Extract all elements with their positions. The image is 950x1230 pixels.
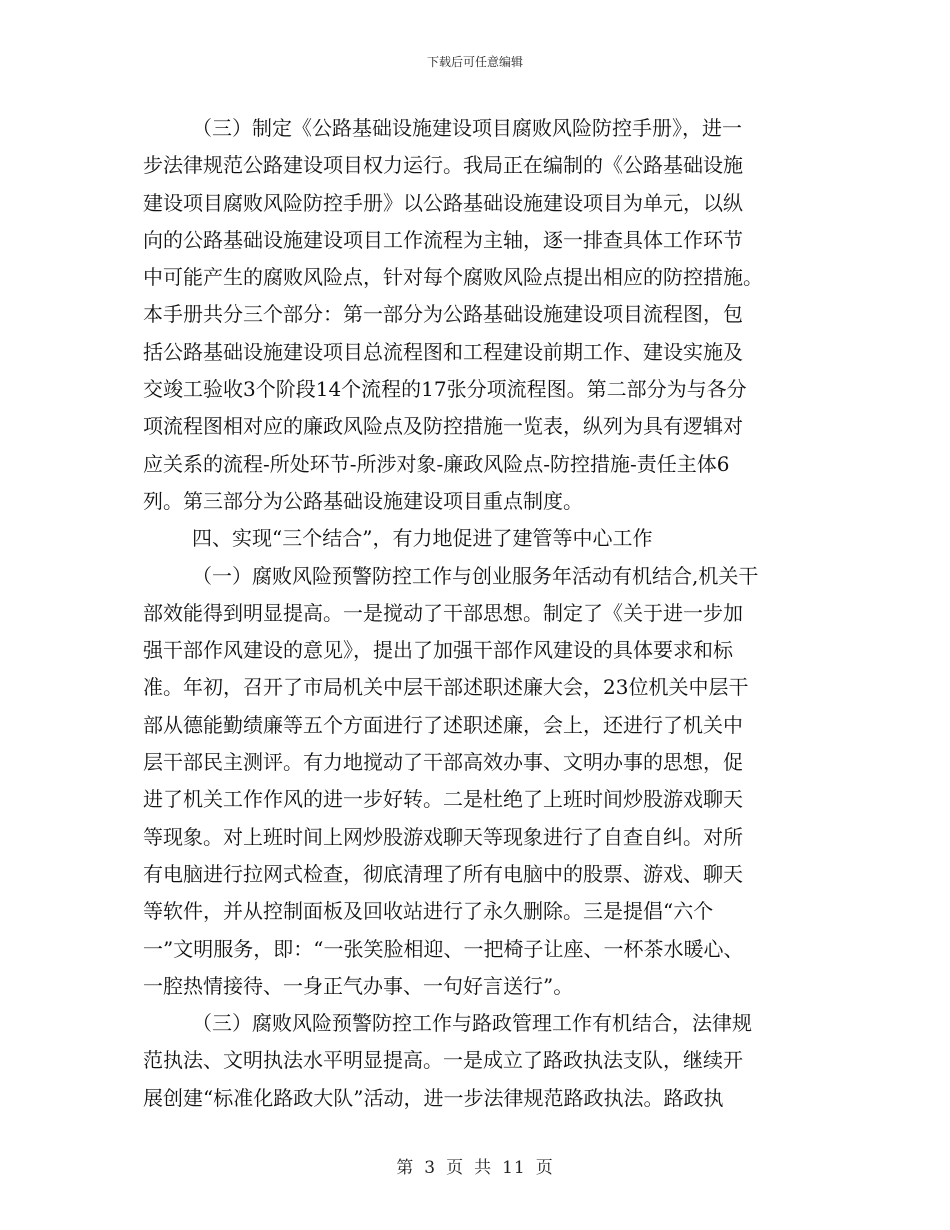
text-line: 有电脑进行拉网式检查，彻底清理了所有电脑中的股票、游戏、聊天 <box>143 861 743 886</box>
text-line: 括公路基础设施建设项目总流程图和工程建设前期工作、建设实施及 <box>143 339 743 364</box>
page-footer <box>0 1153 950 1178</box>
text-line: 列。第三部分为公路基础设施建设项目重点制度。 <box>143 488 583 513</box>
text-line: 进了机关工作作风的进一步好转。二是杜绝了上班时间炒股游戏聊天 <box>143 787 743 812</box>
text-line: 范执法、文明执法水平明显提高。一是成立了路政执法支队，继续开 <box>143 1048 743 1073</box>
text-line: 建设项目腐败风险防控手册》以公路基础设施建设项目为单元，以纵 <box>143 190 743 215</box>
footer-label-mid: 页 <box>446 1158 465 1178</box>
text-line: 部从德能勤绩廉等五个方面进行了述职述廉，会上，还进行了机关中 <box>143 712 743 737</box>
text-line: 展创建“标准化路政大队”活动，进一步法律规范路政执法。路政执 <box>143 1085 724 1110</box>
text-line: 本手册共分三个部分：第一部分为公路基础设施建设项目流程图，包 <box>143 302 743 327</box>
paragraph <box>143 558 811 1006</box>
text-line: 向的公路基础设施建设项目工作流程为主轴，逐一排查具体工作环节 <box>143 227 743 252</box>
text-line: （三）腐败风险预警防控工作与路政管理工作有机结合，法律规 <box>192 1011 752 1036</box>
text-line: 应关系的流程-所处环节-所涉对象-廉政风险点-防控措施-责任主体6 <box>143 451 730 476</box>
footer-label-total-prefix: 共 <box>474 1158 493 1178</box>
footer-label-prefix: 第 <box>396 1158 415 1178</box>
page-header: 下载后可任意编辑 <box>426 55 523 69</box>
text-line: 准。年初，召开了市局机关中层干部述职述廉大会，23位机关中层干 <box>143 675 749 700</box>
footer-label-suffix: 页 <box>535 1158 554 1178</box>
paragraph <box>143 1005 811 1117</box>
text-line: 四、实现“三个结合”，有力地促进了建管等中心工作 <box>192 526 653 551</box>
text-line: （三）制定《公路基础设施建设项目腐败风险防控手册》，进一 <box>192 116 742 140</box>
text-line: 等现象。对上班时间上网炒股游戏聊天等现象进行了自查自纠。对所 <box>143 824 743 849</box>
text-line: 等软件，并从控制面板及回收站进行了永久删除。三是提倡“六个 <box>143 899 714 924</box>
text-line: 交竣工验收3个阶段14个流程的17张分项流程图。第二部分为与各分 <box>143 377 747 402</box>
text-line: 强干部作风建设的意见》，提出了加强干部作风建设的具体要求和标 <box>143 638 733 663</box>
text-line: （一）腐败风险预警防控工作与创业服务年活动有机结合,机关干 <box>192 563 759 588</box>
text-line: 层干部民主测评。有力地搅动了干部高效办事、文明办事的思想，促 <box>143 750 743 775</box>
document-body <box>143 110 811 1117</box>
footer-page-current: 3 <box>424 1158 437 1178</box>
text-line: 步法律规范公路建设项目权力运行。我局正在编制的《公路基础设施 <box>143 153 743 178</box>
text-line: 一”文明服务，即：“一张笑脸相迎、一把椅子让座、一杯茶水暖心、 <box>143 936 744 961</box>
text-line: 一腔热情接待、一身正气办事、一句好言送行”。 <box>143 973 574 998</box>
text-line: 中可能产生的腐败风险点，针对每个腐败风险点提出相应的防控措施。 <box>143 265 763 290</box>
text-line: 部效能得到明显提高。一是搅动了干部思想。制定了《关于进一步加 <box>143 600 743 625</box>
paragraph <box>143 110 811 520</box>
text-line: 项流程图相对应的廉政风险点及防控措施一览表，纵列为具有逻辑对 <box>143 414 743 439</box>
footer-page-total: 11 <box>502 1158 526 1178</box>
paragraph <box>143 520 811 557</box>
